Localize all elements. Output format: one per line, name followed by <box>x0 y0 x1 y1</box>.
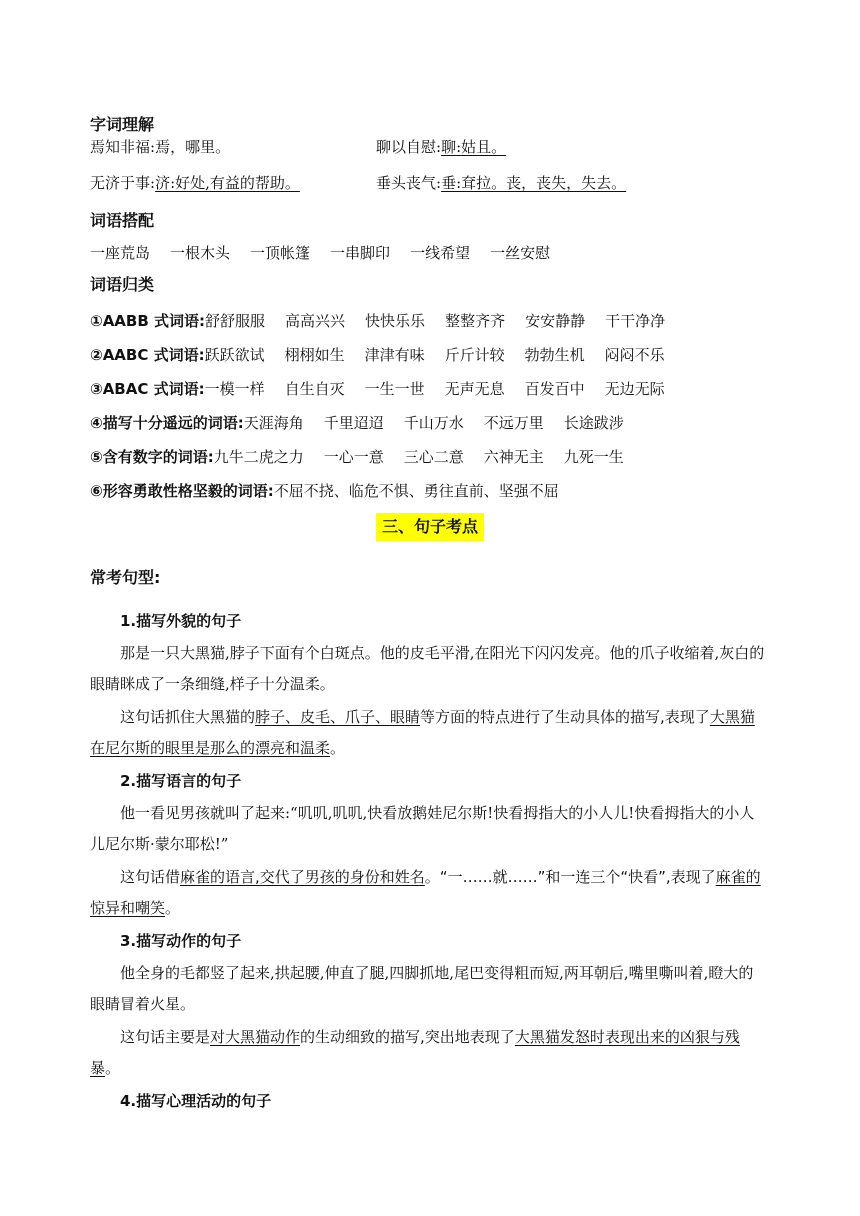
analysis-text: 这句话借 <box>120 868 181 886</box>
guilei-word: 长途跋涉 <box>563 414 624 432</box>
section-title: 三、句子考点 <box>376 513 484 541</box>
guilei-word: 高高兴兴 <box>285 312 346 330</box>
guilei-word: 九死一生 <box>563 448 624 466</box>
block-example: 那是一只大黑猫,脖子下面有个白斑点。他的皮毛平滑,在阳光下闪闪发亮。他的爪子收缩着,灰白的眼睛眯成了一条细缝,样子十分温柔。 <box>90 644 765 693</box>
zici-expl: 垂:耷拉。丧，丧失，失去。 <box>441 174 627 192</box>
analysis-underlined: 麻雀的语言,交代了男孩的身份和姓名 <box>180 868 425 886</box>
guilei-label: ①AABB 式词语: <box>90 312 206 330</box>
block-title: 2.描写语言的句子 <box>120 772 242 790</box>
guilei-word: 闷闷不乐 <box>604 346 665 364</box>
zici-term: 聊以自慰: <box>376 138 442 156</box>
block-analysis <box>90 1022 768 1084</box>
guilei-word: 百发百中 <box>524 380 585 398</box>
analysis-underlined: 大黑猫发怒时表现出来的凶狠与残暴 <box>90 1028 740 1077</box>
dapei-word: 一线希望 <box>410 244 471 262</box>
guilei-label: ④描写十分遥远的词语: <box>90 414 244 432</box>
guilei-word: 津津有味 <box>364 346 425 364</box>
analysis-text: 。“一……就……”和一连三个“快看”,表现了 <box>424 868 716 886</box>
guilei-row <box>90 480 559 501</box>
guilei-word: 一生一世 <box>364 380 425 398</box>
analysis-text: 。 <box>165 899 181 917</box>
analysis-text: 这句话主要是 <box>120 1028 211 1046</box>
guilei-word: 栩栩如生 <box>284 346 345 364</box>
zici-expl: 聊:姑且。 <box>441 138 507 156</box>
zici-term: 垂头丧气: <box>376 174 442 192</box>
dapei-word: 一顶帐篷 <box>250 244 311 262</box>
zici-expl: 焉，哪里。 <box>155 138 231 156</box>
dapei-word: 一座荒岛 <box>90 244 151 262</box>
guilei-word: 三心二意 <box>403 448 464 466</box>
guilei-label: ⑤含有数字的词语: <box>90 448 214 466</box>
dapei-word: 一串脚印 <box>330 244 391 262</box>
guilei-label: ②AABC 式词语: <box>90 346 205 364</box>
zici-heading: 字词理解 <box>90 115 155 134</box>
block-title: 1.描写外貌的句子 <box>120 612 242 630</box>
block-example: 他全身的毛都竖了起来,拱起腰,伸直了腿,四脚抓地,尾巴变得粗而短,两耳朝后,嘴里嘶叫着,瞪大的眼睛冒着火星。 <box>90 964 754 1013</box>
analysis-text: 的生动细致的描写,突出地表现了 <box>300 1028 515 1046</box>
zici-item <box>90 172 300 193</box>
analysis-text: 等方面的特点进行了生动具体的描写,表现了 <box>420 708 710 726</box>
guilei-word: 跃跃欲试 <box>204 346 265 364</box>
guilei-word: 无声无息 <box>444 380 505 398</box>
analysis-underlined: 对大黑猫动作 <box>210 1028 301 1046</box>
guilei-word: 整整齐齐 <box>445 312 506 330</box>
guilei-row <box>90 378 685 399</box>
dapei-word: 一根木头 <box>170 244 231 262</box>
guilei-word: 快快乐乐 <box>365 312 426 330</box>
zici-expl: 济:好处,有益的帮助。 <box>155 174 300 192</box>
guilei-word: 斤斤计较 <box>444 346 505 364</box>
analysis-underlined: 脖子、皮毛、爪子、眼睛 <box>255 708 421 726</box>
guilei-word: 不远万里 <box>483 414 544 432</box>
guilei-row <box>90 310 685 331</box>
guilei-word: 千山万水 <box>403 414 464 432</box>
guilei-row <box>90 412 644 433</box>
guilei-word: 六神无主 <box>483 448 544 466</box>
dapei-word: 一丝安慰 <box>490 244 551 262</box>
zici-item <box>90 136 230 157</box>
block-analysis <box>90 862 768 924</box>
block-example: 他一看见男孩就叫了起来:“叽叽,叽叽,快看放鹅娃尼尔斯!快看拇指大的小人儿!快看拇指大的小人儿尼尔斯·蒙尔耶松!” <box>90 804 755 853</box>
zici-item <box>376 136 506 157</box>
guilei-word: 无边无际 <box>604 380 665 398</box>
guilei-row <box>90 446 644 467</box>
zici-term: 焉知非福: <box>90 138 156 156</box>
guilei-word: 舒舒服服 <box>205 312 266 330</box>
guilei-word: 勃勃生机 <box>524 346 585 364</box>
analysis-underlined: 麻雀的惊异和嘲笑 <box>90 868 761 917</box>
guilei-word: 千里迢迢 <box>323 414 384 432</box>
guilei-heading: 词语归类 <box>90 275 155 294</box>
guilei-word: 安安静静 <box>525 312 586 330</box>
section-subheading: 常考句型: <box>90 568 161 587</box>
guilei-row <box>90 344 685 365</box>
block-title: 3.描写动作的句子 <box>120 932 242 950</box>
guilei-word: 干干净净 <box>605 312 666 330</box>
analysis-underlined: 大黑猫在尼尔斯的眼里是那么的漂亮和温柔 <box>90 708 755 757</box>
guilei-label: ⑥形容勇敢性格坚毅的词语: <box>90 482 274 500</box>
guilei-word: 九牛二虎之力 <box>213 448 304 466</box>
guilei-label: ③ABAC 式词语: <box>90 380 205 398</box>
block-title: 4.描写心理活动的句子 <box>120 1092 272 1110</box>
zici-term: 无济于事: <box>90 174 156 192</box>
guilei-word: 一模一样 <box>204 380 265 398</box>
guilei-word: 不屈不挠、临危不惧、勇往直前、坚强不屈 <box>273 482 559 500</box>
analysis-text: 这句话抓住大黑猫的 <box>120 708 256 726</box>
guilei-word: 自生自灭 <box>284 380 345 398</box>
dapei-heading: 词语搭配 <box>90 211 155 230</box>
analysis-text: 。 <box>330 739 346 757</box>
zici-item <box>376 172 626 193</box>
guilei-word: 一心一意 <box>323 448 384 466</box>
block-analysis <box>90 702 768 764</box>
analysis-text: 。 <box>105 1059 121 1077</box>
guilei-word: 天涯海角 <box>243 414 304 432</box>
dapei-list <box>90 242 570 263</box>
